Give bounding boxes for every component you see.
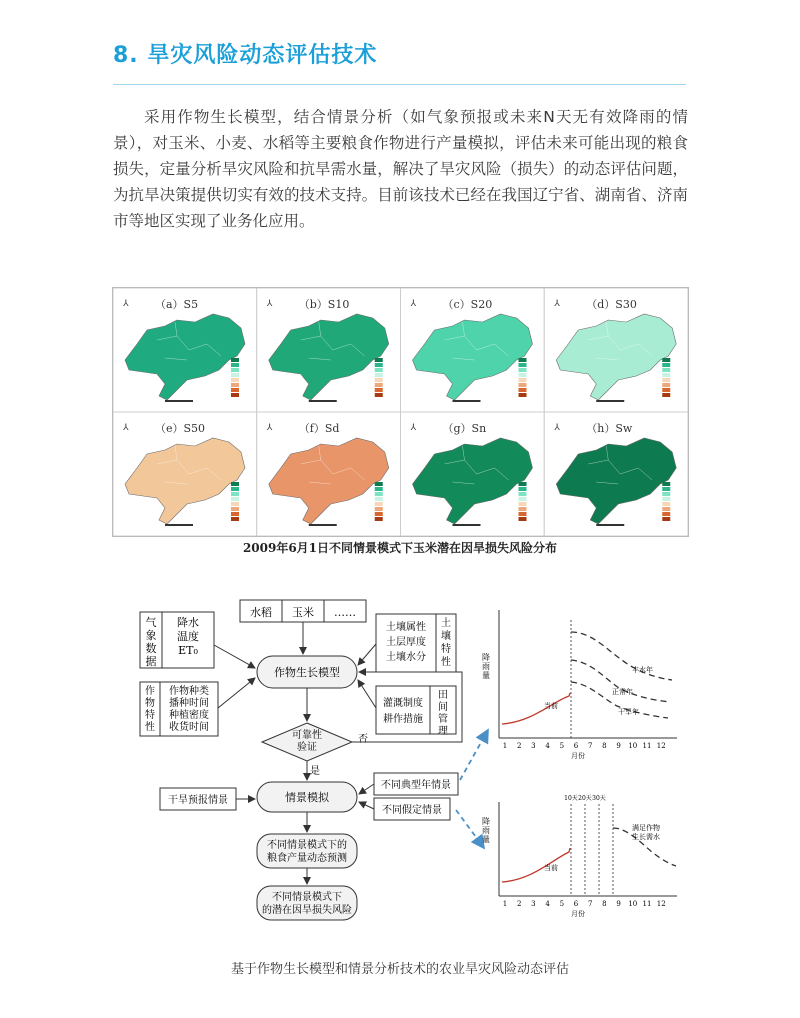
legend-swatch: [375, 393, 383, 397]
tick-label: 2: [516, 742, 522, 750]
map-panel-label: （b）S10: [298, 298, 350, 311]
legend-swatch: [375, 388, 383, 392]
svg-text:干旱预报情景: 干旱预报情景: [168, 795, 228, 806]
map-figure-caption: 2009年6月1日不同情景模式下玉米潜在因旱损失风险分布: [242, 541, 558, 555]
rainfall-chart-typical: [482, 610, 677, 760]
legend-swatch: [662, 388, 670, 392]
legend-swatch: [662, 492, 670, 496]
yes-label: 是: [310, 766, 320, 777]
flowchart-caption: 基于作物生长模型和情景分析技术的农业旱灾风险动态评估: [230, 962, 569, 977]
flowchart-diagram: [112, 590, 692, 940]
tick-label: 10: [628, 900, 638, 908]
svg-text:正常年: 正常年: [612, 688, 633, 696]
legend-swatch: [375, 368, 383, 372]
legend-swatch: [231, 393, 239, 397]
legend-swatch: [231, 517, 239, 521]
legend-swatch: [231, 363, 239, 367]
svg-text:干旱年: 干旱年: [618, 708, 639, 716]
tick-label: 7: [587, 742, 593, 750]
typical-year-box: [374, 773, 458, 795]
crop-corn: 玉米: [292, 606, 314, 619]
legend-swatch: [231, 358, 239, 362]
legend-swatch: [662, 507, 670, 511]
tick-label: 2: [516, 900, 522, 908]
scale-bar: [453, 400, 481, 402]
legend-swatch: [375, 383, 383, 387]
tick-label: 1: [502, 742, 508, 750]
validation-label: 可靠性验证: [292, 730, 322, 753]
legend-swatch: [519, 358, 527, 362]
scale-bar: [453, 524, 481, 526]
scale-bar: [165, 400, 193, 402]
map-panel: [544, 288, 688, 412]
north-arrow-icon: ⅄: [266, 299, 273, 309]
crop-items: 作物种类播种时间种植密度收货时间: [169, 686, 209, 733]
risk-map-grid: [113, 288, 688, 536]
map-panel: [257, 288, 401, 412]
tick-label: 12: [656, 900, 666, 908]
assumed-scenario-box: [374, 798, 450, 820]
soil-items: 土壤属性土层厚度土壤水分: [386, 622, 426, 663]
tick-label: 5: [559, 742, 565, 750]
crop-types-box: [240, 600, 366, 622]
crop-traits-box: [140, 682, 218, 736]
north-arrow-icon: ⅄: [410, 299, 416, 309]
field-side-label: 田间管理: [438, 690, 448, 737]
legend-swatch: [519, 487, 527, 491]
legend-swatch: [519, 497, 527, 501]
scale-bar: [165, 524, 193, 526]
svg-text:满足作物生长需水: 满足作物生长需水: [632, 824, 660, 841]
tick-label: 7: [587, 900, 593, 908]
scenario-sim-node: [257, 782, 357, 812]
validation-diamond: [262, 723, 368, 777]
legend-swatch: [662, 517, 670, 521]
legend-swatch: [231, 507, 239, 511]
map-panel: [113, 412, 257, 536]
tick-label: 3: [531, 900, 536, 908]
north-arrow-icon: ⅄: [123, 423, 129, 433]
map-panel: [257, 412, 401, 536]
legend-swatch: [231, 497, 239, 501]
tick-label: 6: [573, 742, 579, 750]
map-panel-label: （c）S20: [442, 298, 493, 311]
tick-label: 6: [573, 900, 579, 908]
north-arrow-icon: ⅄: [123, 299, 129, 309]
tick-label: 4: [545, 900, 550, 908]
crop-rice: 水稻: [250, 606, 272, 619]
yield-prediction-node: [257, 834, 357, 868]
tick-label: 4: [545, 742, 550, 750]
map-panel-label: （h）Sw: [586, 422, 633, 435]
svg-text:降雨量: 降雨量: [482, 653, 490, 680]
svg-text:不同情景模式下的潜在因旱损失风险: 不同情景模式下的潜在因旱损失风险: [262, 892, 352, 916]
svg-text:月份: 月份: [571, 752, 585, 760]
north-arrow-icon: ⅄: [266, 423, 273, 433]
legend-swatch: [519, 502, 527, 506]
map-panel-label: （g）Sn: [442, 422, 487, 435]
legend-swatch: [519, 507, 527, 511]
svg-text:作物生长模型: 作物生长模型: [274, 666, 340, 679]
tick-label: 5: [559, 900, 565, 908]
tick-label: 12: [656, 742, 666, 750]
legend-swatch: [231, 482, 239, 486]
tick-label: 9: [616, 742, 621, 750]
legend-swatch: [662, 482, 670, 486]
map-panel: [544, 412, 688, 536]
legend-swatch: [519, 512, 527, 516]
map-panel: [401, 288, 545, 412]
rainfall-chart-assumed: [482, 795, 677, 918]
legend-swatch: [662, 378, 670, 382]
weather-side-label: 气象数据: [145, 616, 157, 668]
svg-text:月份: 月份: [571, 910, 585, 918]
legend-swatch: [662, 512, 670, 516]
legend-swatch: [375, 507, 383, 511]
legend-swatch: [519, 482, 527, 486]
map-panel-label: （e）S50: [155, 422, 206, 435]
legend-swatch: [231, 487, 239, 491]
legend-swatch: [375, 363, 383, 367]
legend-swatch: [375, 482, 383, 486]
flowchart-figure: [112, 590, 692, 940]
map-panel-label: （d）S30: [586, 298, 637, 311]
legend-swatch: [519, 517, 527, 521]
legend-swatch: [231, 388, 239, 392]
legend-swatch: [662, 363, 670, 367]
tick-label: 11: [642, 742, 652, 750]
map-panel-label: （f）Sd: [298, 422, 340, 435]
legend-swatch: [375, 502, 383, 506]
north-arrow-icon: ⅄: [554, 423, 560, 433]
north-arrow-icon: ⅄: [410, 423, 416, 433]
map-panel: [113, 288, 257, 412]
title-divider: [113, 84, 686, 85]
scale-bar: [596, 524, 624, 526]
tick-label: 1: [502, 900, 508, 908]
legend-swatch: [375, 512, 383, 516]
svg-text:不同假定情景: 不同假定情景: [382, 805, 442, 816]
legend-swatch: [375, 517, 383, 521]
legend-swatch: [662, 393, 670, 397]
legend-swatch: [519, 393, 527, 397]
loss-risk-node: [257, 886, 357, 920]
svg-text:不同典型年情景: 不同典型年情景: [381, 780, 451, 791]
soil-box: [376, 614, 456, 672]
legend-swatch: [662, 368, 670, 372]
svg-text:丰水年: 丰水年: [632, 666, 653, 674]
tick-label: 10: [628, 742, 638, 750]
crop-model-node: [257, 656, 357, 688]
legend-swatch: [231, 368, 239, 372]
risk-map-figure: [112, 287, 689, 537]
tick-label: 8: [602, 900, 607, 908]
legend-swatch: [375, 497, 383, 501]
svg-text:降雨量: 降雨量: [482, 817, 490, 844]
legend-swatch: [231, 492, 239, 496]
legend-swatch: [519, 492, 527, 496]
legend-swatch: [662, 358, 670, 362]
svg-text:20天: 20天: [578, 795, 592, 802]
legend-swatch: [375, 487, 383, 491]
soil-side-label: 土壤特性: [441, 618, 451, 668]
legend-swatch: [231, 512, 239, 516]
legend-swatch: [519, 388, 527, 392]
legend-swatch: [662, 502, 670, 506]
legend-swatch: [519, 378, 527, 382]
svg-text:情景模拟: 情景模拟: [285, 791, 329, 804]
legend-swatch: [231, 502, 239, 506]
legend-swatch: [231, 378, 239, 382]
svg-text:10天: 10天: [564, 795, 578, 802]
legend-swatch: [662, 383, 670, 387]
no-label: 否: [358, 734, 368, 745]
svg-text:当前: 当前: [544, 864, 558, 872]
svg-text:30天: 30天: [592, 795, 606, 802]
page-title: 8. 旱灾风险动态评估技术: [113, 43, 378, 68]
legend-swatch: [375, 373, 383, 377]
legend-swatch: [519, 383, 527, 387]
svg-text:不同情景模式下的粮食产量动态预测: 不同情景模式下的粮食产量动态预测: [267, 840, 347, 864]
weather-data-box: [140, 612, 214, 668]
legend-swatch: [662, 373, 670, 377]
map-panel-label: （a）S5: [155, 298, 199, 311]
legend-swatch: [231, 373, 239, 377]
legend-swatch: [662, 487, 670, 491]
legend-swatch: [519, 368, 527, 372]
field-items: 灌溉制度耕作措施: [383, 698, 423, 725]
legend-swatch: [375, 378, 383, 382]
scale-bar: [309, 524, 337, 526]
legend-swatch: [519, 373, 527, 377]
drought-forecast-box: [160, 788, 236, 810]
body-paragraph: 采用作物生长模型，结合情景分析（如气象预报或未来N天无有效降雨的情景），对玉米、小麦、水稻等主要粮食作物进行产量模拟，评估未来可能出现的粮食损失，定量分析旱灾风险和抗旱需水量，解决了旱灾风险（损失）的动态评估问题，为抗旱决策提供切实有效的技术支持。目前该技术已经在我国辽宁省、湖南省、济南市等地区实现了业务化应用。: [113, 108, 688, 230]
legend-swatch: [662, 497, 670, 501]
crop-etc: ……: [334, 606, 356, 619]
legend-swatch: [375, 358, 383, 362]
north-arrow-icon: ⅄: [554, 299, 560, 309]
weather-items: 降水温度 ET₀: [177, 616, 199, 657]
tick-label: 9: [616, 900, 621, 908]
field-mgmt-box: [376, 686, 456, 737]
legend-swatch: [519, 363, 527, 367]
scale-bar: [309, 400, 337, 402]
tick-label: 8: [602, 742, 607, 750]
legend-swatch: [231, 383, 239, 387]
scale-bar: [596, 400, 624, 402]
crop-side-label: 作物特性: [145, 686, 155, 733]
map-panel: [401, 412, 545, 536]
tick-label: 11: [642, 900, 652, 908]
legend-swatch: [375, 492, 383, 496]
svg-text:当前: 当前: [544, 702, 558, 710]
tick-label: 3: [531, 742, 536, 750]
